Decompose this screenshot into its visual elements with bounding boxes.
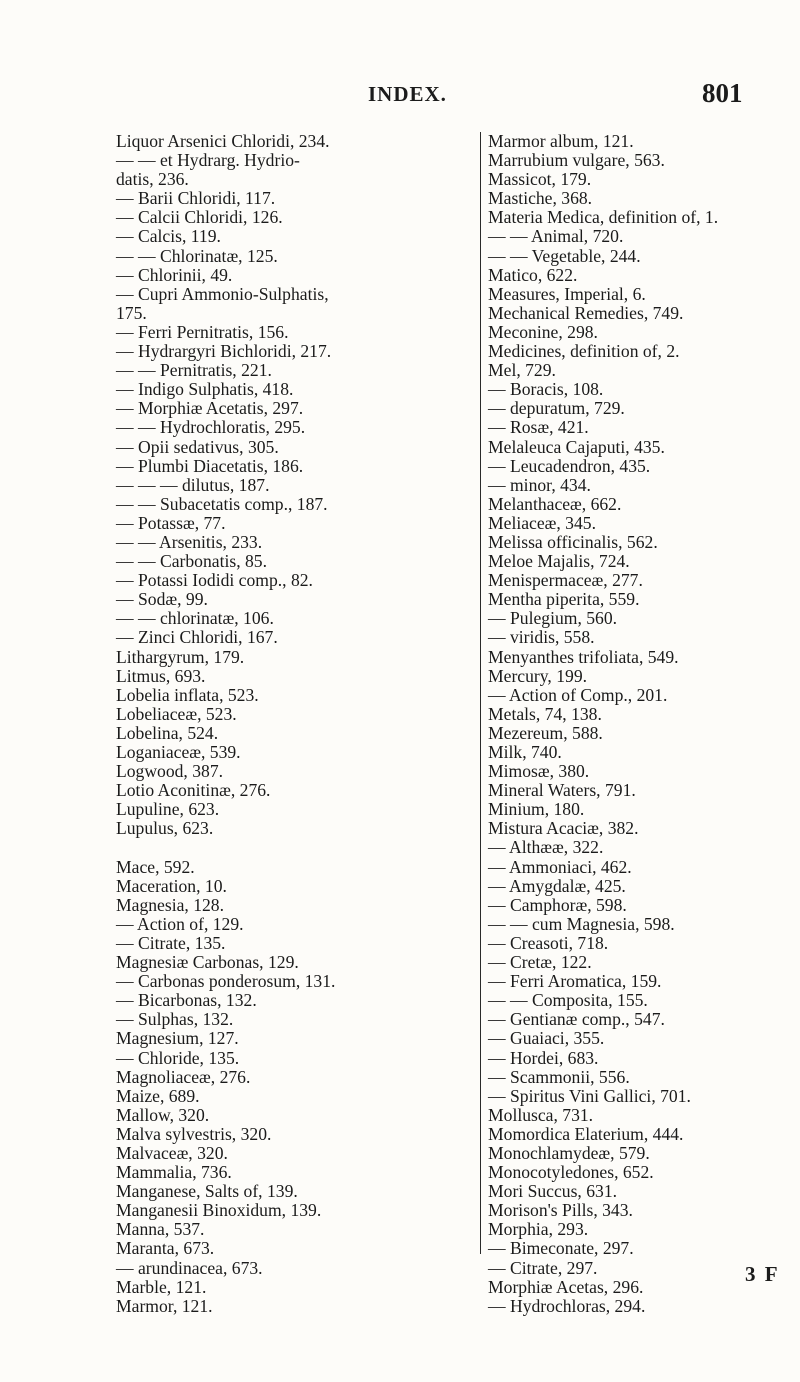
index-column-left (116, 132, 461, 1316)
index-entry: Morison's Pills, 343. (488, 1200, 633, 1221)
index-entry: Monocotyledones, 652. (488, 1162, 654, 1183)
column-divider (480, 132, 481, 1254)
index-entry: Loganiaceæ, 539. (116, 742, 241, 762)
index-entry: — Chlorinii, 49. (116, 264, 233, 285)
index-entry: Mel, 729. (488, 360, 556, 381)
index-entry: — Ferri Pernitratis, 156. (116, 321, 289, 342)
index-entry: — Opii sedativus, 305. (116, 436, 279, 457)
index-entry: — — Chlorinatæ, 125. (116, 245, 278, 266)
index-entry: Marrubium vulgare, 563. (488, 150, 665, 171)
index-entry: Meloe Majalis, 724. (488, 551, 630, 572)
index-entry: — Pulegium, 560. (488, 608, 618, 629)
index-entry: — Rosæ, 421. (488, 417, 589, 438)
index-entry: Manganese, Salts of, 139. (116, 1181, 298, 1202)
index-entry: — — et Hydrarg. Hydrio- (116, 150, 300, 171)
index-entry: Lobelina, 524. (116, 722, 219, 743)
index-entry: Liquor Arsenici Chloridi, 234. (116, 131, 330, 151)
index-entry: — depuratum, 729. (488, 398, 625, 419)
index-entry: — Citrate, 135. (116, 932, 226, 953)
index-entry: Massicot, 179. (488, 169, 592, 190)
index-entry: — Creasoti, 718. (488, 932, 609, 953)
index-entry: — Plumbi Diacetatis, 186. (116, 455, 304, 476)
page-title: INDEX. (368, 82, 447, 106)
index-entry: — — Vegetable, 244. (488, 245, 641, 266)
index-entry: — Guaiaci, 355. (488, 1028, 605, 1049)
index-entry: — Citrate, 297. (488, 1257, 598, 1278)
index-entry: Mineral Waters, 791. (488, 780, 636, 801)
index-entry: Menispermaceæ, 277. (488, 570, 643, 591)
index-entry: — Chloride, 135. (116, 1047, 240, 1068)
index-entry: Measures, Imperial, 6. (488, 283, 646, 304)
index-entry: Mace, 592. (116, 856, 195, 877)
index-entry: Minium, 180. (488, 799, 585, 820)
index-entry: Lotio Aconitinæ, 276. (116, 780, 271, 801)
index-entry: — Bimeconate, 297. (488, 1238, 634, 1259)
index-entry: Marmor, 121. (116, 1295, 213, 1316)
index-entry: Metals, 74, 138. (488, 703, 602, 724)
index-entry: Lithargyrum, 179. (116, 646, 245, 667)
index-entry: Matico, 622. (488, 264, 578, 285)
index-entry: — Barii Chloridi, 117. (116, 188, 276, 209)
index-entry: Mentha piperita, 559. (488, 589, 640, 610)
index-entry: Meliaceæ, 345. (488, 512, 596, 533)
index-entry: Litmus, 693. (116, 665, 206, 686)
index-entry: — Morphiæ Acetatis, 297. (116, 398, 304, 419)
index-entry: — Ammoniaci, 462. (488, 856, 632, 877)
index-entry: Maceration, 10. (116, 875, 227, 896)
index-entry: Mechanical Remedies, 749. (488, 302, 684, 323)
index-entry: Morphiæ Acetas, 296. (488, 1276, 644, 1297)
index-entry: Mammalia, 736. (116, 1162, 232, 1183)
index-entry: — viridis, 558. (488, 627, 595, 648)
page-number: 801 (702, 78, 743, 108)
index-entry: — minor, 434. (488, 474, 591, 495)
index-entry: Logwood, 387. (116, 761, 224, 782)
index-entry: — Amygdalæ, 425. (488, 875, 626, 896)
index-entry: Maranta, 673. (116, 1238, 215, 1259)
index-entry: Malvaceæ, 320. (116, 1142, 228, 1163)
index-entry: — Boracis, 108. (488, 379, 604, 400)
index-entry: Mori Succus, 631. (488, 1181, 618, 1202)
index-entry: Mallow, 320. (116, 1104, 210, 1125)
index-entry: — Indigo Sulphatis, 418. (116, 379, 294, 400)
index-entry: — Hydrochloras, 294. (488, 1295, 646, 1316)
index-entry: Melanthaceæ, 662. (488, 493, 622, 514)
index-entry: — Potassæ, 77. (116, 512, 226, 533)
index-entry: — Scammonii, 556. (488, 1066, 630, 1087)
index-entry: — — cum Magnesia, 598. (488, 913, 675, 934)
index-entry: Melaleuca Cajaputi, 435. (488, 436, 665, 457)
index-entry: Mezereum, 588. (488, 722, 603, 743)
index-entry: — Bicarbonas, 132. (116, 990, 257, 1011)
index-entry: Materia Medica, definition of, 1. (488, 207, 719, 228)
index-entry: Marmor album, 121. (488, 131, 634, 151)
index-entry: Morphia, 293. (488, 1219, 589, 1240)
index-entry: — — Composita, 155. (488, 990, 648, 1011)
index-entry: — Hydrargyri Bichloridi, 217. (116, 341, 332, 362)
index-entry: 175. (116, 302, 147, 323)
section-gap (116, 838, 461, 857)
index-entry: Mimosæ, 380. (488, 761, 590, 782)
index-entry: — Leucadendron, 435. (488, 455, 651, 476)
index-entry: — Althææ, 322. (488, 837, 604, 858)
index-entry: Menyanthes trifoliata, 549. (488, 646, 679, 667)
index-entry: — Sulphas, 132. (116, 1009, 234, 1030)
index-entry: — — Pernitratis, 221. (116, 360, 272, 381)
index-entry: Marble, 121. (116, 1276, 207, 1297)
index-entry: Manganesii Binoxidum, 139. (116, 1200, 322, 1221)
index-column-right (488, 132, 788, 1316)
index-entry: Meconine, 298. (488, 321, 598, 342)
index-entry: — Spiritus Vini Gallici, 701. (488, 1085, 691, 1106)
index-entry: Lupuline, 623. (116, 799, 220, 820)
index-entry: Manna, 537. (116, 1219, 205, 1240)
index-entry: datis, 236. (116, 169, 189, 190)
index-entry: — Ferri Aromatica, 159. (488, 971, 662, 992)
index-entry: Momordica Elaterium, 444. (488, 1123, 684, 1144)
index-entry: — Sodæ, 99. (116, 589, 208, 610)
index-entry: Mollusca, 731. (488, 1104, 594, 1125)
index-entry: — arundinacea, 673. (116, 1257, 263, 1278)
index-entry: Lupulus, 623. (116, 818, 214, 839)
index-entry: — — chlorinatæ, 106. (116, 608, 274, 629)
running-head (0, 78, 800, 108)
index-entry: — Calcis, 119. (116, 226, 221, 247)
index-entry: Mistura Acaciæ, 382. (488, 818, 639, 839)
index-entry: — Zinci Chloridi, 167. (116, 627, 278, 648)
index-entry: — — Arsenitis, 233. (116, 531, 263, 552)
index-entry: — Cretæ, 122. (488, 952, 592, 973)
index-entry: — Potassi Iodidi comp., 82. (116, 570, 313, 591)
index-entry: — — — dilutus, 187. (116, 474, 270, 495)
index-entry: — Calcii Chloridi, 126. (116, 207, 283, 228)
index-entry: Mastiche, 368. (488, 188, 593, 209)
index-entry: Medicines, definition of, 2. (488, 341, 680, 362)
index-entry: Malva sylvestris, 320. (116, 1123, 272, 1144)
index-entry: — Action of Comp., 201. (488, 684, 668, 705)
index-entry: — Carbonas ponderosum, 131. (116, 971, 336, 992)
index-entry: Milk, 740. (488, 742, 562, 762)
index-entry: Monochlamydeæ, 579. (488, 1142, 650, 1163)
index-entry: — Cupri Ammonio-Sulphatis, (116, 283, 329, 304)
index-entry: — — Hydrochloratis, 295. (116, 417, 306, 438)
index-entry: — — Carbonatis, 85. (116, 551, 267, 572)
index-entry: — — Subacetatis comp., 187. (116, 493, 328, 514)
index-entry: — Gentianæ comp., 547. (488, 1009, 665, 1030)
index-entry: Melissa officinalis, 562. (488, 531, 658, 552)
index-entry: Magnesia, 128. (116, 894, 224, 915)
index-entry: Maize, 689. (116, 1085, 200, 1106)
index-entry: Magnoliaceæ, 276. (116, 1066, 251, 1087)
signature-mark: 3 F (745, 1262, 780, 1286)
index-entry: — Hordei, 683. (488, 1047, 599, 1068)
index-entry: — Camphoræ, 598. (488, 894, 627, 915)
index-entry: — Action of, 129. (116, 913, 244, 934)
index-entry: Lobelia inflata, 523. (116, 684, 259, 705)
index-entry: Magnesiæ Carbonas, 129. (116, 952, 299, 973)
index-entry: Mercury, 199. (488, 665, 588, 686)
index-entry: Lobeliaceæ, 523. (116, 703, 237, 724)
index-entry: Magnesium, 127. (116, 1028, 239, 1049)
index-entry: — — Animal, 720. (488, 226, 624, 247)
